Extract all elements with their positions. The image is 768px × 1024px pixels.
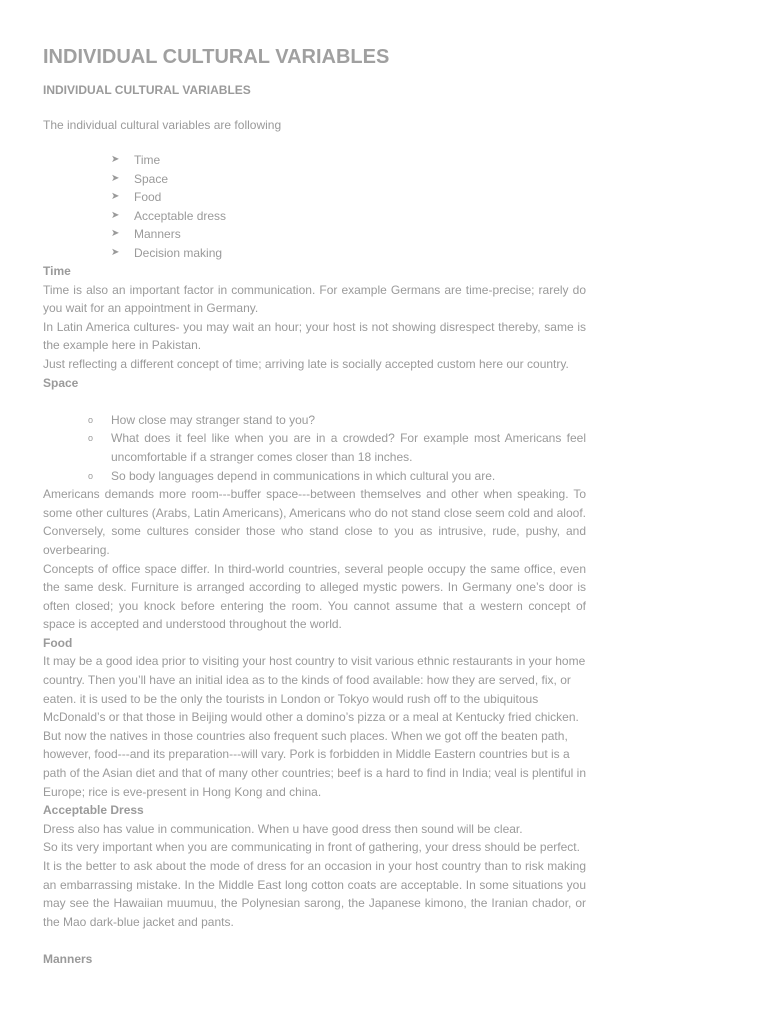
list-item: o So body languages depend in communications in which cultural you are.: [43, 467, 586, 486]
circle-bullet-icon: o: [88, 433, 94, 444]
paragraph: So its very important when you are communicating in front of gathering, your dress should be perfect.: [43, 840, 580, 855]
paragraph: Time is also an important factor in communication. For example Germans are time-precise; rarely do you wait for an appointment in Germany.: [43, 282, 586, 316]
space-questions-list: [43, 411, 586, 485]
paragraph: It may be a good idea prior to visiting your host country to visit various ethnic restaurants in your home country. Then you’ll have an initial idea as to the kinds of food available: how they are served, fix, or eaten. it is used to be the only the tourists in London or Tokyo would rush off to the ubiquitous McDonald’s or that those in Beijing would other a domino’s pizza or a meal at Kentucky fried chicken. But now the natives in those countries also frequent such places. When we got off the beaten path, however, food---and its preparation---will vary. Pork is forbidden in Middle Eastern countries but is a path of the Asian diet and that of many other countries; beef is a hard to find in India; veal is plentiful in Europe; rice is eve-present in Hong Kong and china.: [43, 654, 587, 799]
list-item: o What does it feel like when you are in a crowded? For example most Americans feel uncomfortable if a stranger comes closer than 18 inches.: [43, 429, 586, 466]
list-item: ➤ Space: [111, 170, 226, 189]
circle-bullet-icon: o: [88, 470, 94, 481]
arrow-bullet-icon: ➤: [111, 246, 120, 258]
document-subtitle: INDIVIDUAL CULTURAL VARIABLES: [43, 83, 251, 97]
document-title: INDIVIDUAL CULTURAL VARIABLES: [43, 46, 390, 68]
arrow-bullet-icon: ➤: [111, 154, 120, 165]
paragraph: It is the better to ask about the mode of dress for an occasion in your host country than to risk making an embarrassing mistake. In the Middle East long cotton coats are acceptable. In some situations you may see the Hawaiian muumuu, the Polynesian sarong, the Japanese kimono, the Iranian chador, or the Mao dark-blue jacket and pants.: [43, 859, 586, 929]
paragraph: Dress also has value in communication. When u have good dress then sound will be clear.: [43, 821, 523, 836]
section-heading-acceptable-dress: Acceptable Dress: [43, 803, 144, 818]
arrow-bullet-icon: ➤: [111, 209, 120, 221]
section-heading-food: Food: [43, 635, 73, 650]
list-item: ➤ Decision making: [111, 244, 226, 263]
list-item: ➤ Food: [111, 188, 226, 207]
arrow-bullet-icon: ➤: [111, 191, 120, 203]
spacer: [43, 931, 586, 950]
paragraph: Concepts of office space differ. In third-world countries, several people occupy the same office, even the same desk. Furniture is arranged according to alleged mystic powers. In Germany one’s door is often closed; you knock before entering the room. You cannot assume that a western concept of space is accepted and understood throughout the world.: [43, 561, 586, 632]
arrow-bullet-icon: ➤: [111, 228, 120, 240]
variables-list: [111, 151, 226, 263]
paragraph: Just reflecting a different concept of time; arriving late is socially accepted custom here our country.: [43, 356, 569, 371]
list-item: ➤ Acceptable dress: [111, 207, 226, 226]
list-item: ➤ Manners: [111, 225, 226, 244]
section-heading-space: Space: [43, 375, 79, 390]
section-heading-manners: Manners: [43, 951, 93, 966]
list-item: o How close may stranger stand to you?: [43, 411, 586, 430]
circle-bullet-icon: o: [88, 414, 94, 425]
intro-text: The individual cultural variables are following: [43, 118, 282, 132]
document-body: [43, 262, 586, 969]
paragraph: In Latin America cultures- you may wait an hour; your host is not showing disrespect thereby, same is the example here in Pakistan.: [43, 319, 586, 353]
list-item: ➤ Time: [111, 151, 226, 170]
section-heading-time: Time: [43, 264, 71, 278]
arrow-bullet-icon: ➤: [111, 172, 120, 184]
paragraph: Americans demands more room---buffer space---between themselves and other when speaking. To some other cultures (Arabs, Latin Americans), Americans who do not stand close seem cold and aloof. Conversely, some cultures consider those who stand close to you as intrusive, rude, pushy, and overbearing.: [43, 487, 586, 557]
